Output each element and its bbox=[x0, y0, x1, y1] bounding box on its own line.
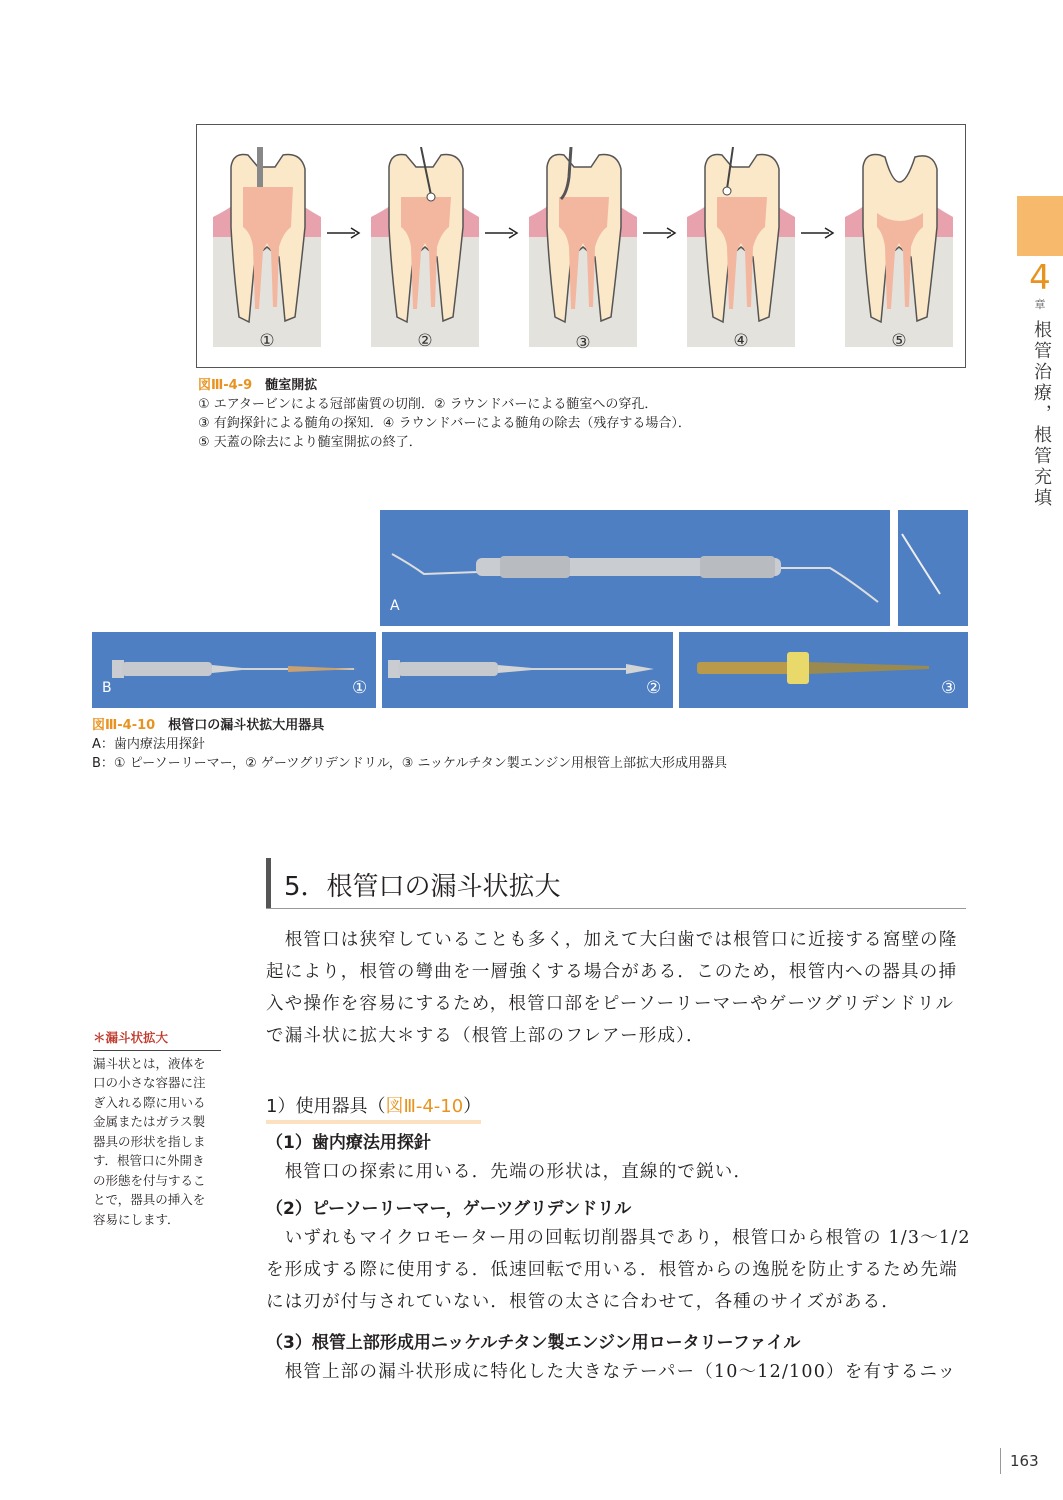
photo-gates-drill bbox=[382, 632, 673, 708]
figure1-caption-line: ③ 有鉤探針による髄角の探知．④ ラウンドバーによる髄角の除去（残存する場合）． bbox=[198, 416, 691, 431]
step-number-3: ③ bbox=[575, 333, 591, 353]
tooth-illustration-4 bbox=[687, 147, 795, 347]
margin-note bbox=[93, 1028, 221, 1229]
subsection-heading bbox=[266, 1092, 481, 1124]
figure-reference: 図Ⅲ-4-10 bbox=[385, 1096, 464, 1117]
step-number-1: ① bbox=[259, 331, 275, 351]
figure2-caption bbox=[92, 716, 972, 773]
page-number-rule bbox=[1000, 1448, 1001, 1474]
para-line: 入や操作を容易にするため，根管口部をピーソーリーマーやゲーツグリデンドリル bbox=[266, 994, 955, 1014]
chapter-label: 章 bbox=[1034, 298, 1046, 311]
gates-drill-image bbox=[382, 632, 673, 708]
note-line: 口の小さな容器に注 bbox=[93, 1075, 206, 1090]
step-number-5: ⑤ bbox=[891, 331, 907, 351]
photo-niti-file bbox=[679, 632, 968, 708]
item3-heading: （3）根管上部形成用ニッケルチタン製エンジン用ロータリーファイル bbox=[266, 1333, 801, 1353]
note-line: とで，器具の挿入を bbox=[93, 1192, 206, 1207]
figure1-title: 髄室開拡 bbox=[265, 378, 318, 393]
figure1-caption bbox=[198, 376, 898, 452]
item3-text: 根管上部の漏斗状形成に特化した大きなテーパー（10〜12/100）を有するニッ bbox=[266, 1362, 957, 1382]
note-line: す．根管口に外開き bbox=[93, 1153, 205, 1168]
photo-explorer-a bbox=[380, 510, 890, 626]
item2-line: いずれもマイクロモーター用の回転切削器具であり，根管口から根管の 1/3〜1/2 bbox=[266, 1228, 971, 1248]
note-line: ぎ入れる際に用いる bbox=[93, 1094, 206, 1110]
para-line: 起により，根管の彎曲を一層強くする場合がある．このため，根管内への器具の挿 bbox=[266, 962, 958, 982]
subsection-prefix: 1）使用器具（ bbox=[266, 1096, 386, 1117]
peeso-reamer-image bbox=[92, 632, 376, 708]
item2-line: を形成する際に使用する．低速回転で用いる．根管からの逸脱を防止するため先端 bbox=[266, 1260, 958, 1280]
note-line: 器具の形状を指しま bbox=[93, 1133, 206, 1149]
note-line: 漏斗状とは，液体を bbox=[93, 1055, 206, 1071]
intro-paragraph bbox=[266, 924, 976, 1052]
subsection-suffix: ） bbox=[463, 1096, 482, 1117]
chapter-number: 4 bbox=[1029, 258, 1051, 298]
item1-heading: （1）歯内療法用探針 bbox=[266, 1133, 431, 1153]
figure2-title: 根管口の漏斗状拡大用器具 bbox=[168, 718, 325, 733]
explorer-image bbox=[380, 510, 890, 626]
label-a: A bbox=[390, 598, 400, 614]
section-heading: 5．根管口の漏斗状拡大 bbox=[284, 872, 561, 902]
label-b3: ③ bbox=[941, 678, 957, 698]
tooth-illustration-2 bbox=[371, 147, 479, 347]
label-b1: ① bbox=[352, 678, 368, 698]
figure2-number: 図Ⅲ-4-10 bbox=[92, 718, 156, 733]
tooth-illustration-3 bbox=[529, 147, 637, 347]
arrow-icon bbox=[327, 227, 361, 239]
page-number: 163 bbox=[1010, 1452, 1039, 1470]
arrow-icon bbox=[643, 227, 677, 239]
step-number-4: ④ bbox=[733, 331, 749, 351]
chapter-tab bbox=[1017, 196, 1063, 256]
figure2-caption-line: B：① ピーソーリーマー，② ゲーツグリデンドリル，③ ニッケルチタン製エンジン用根管上部拡大形成用器具 bbox=[92, 756, 728, 771]
para-line: 根管口は狭窄していることも多く，加えて大臼歯では根管口に近接する窩壁の隆 bbox=[266, 930, 958, 950]
figure2-caption-line: A：歯内療法用探針 bbox=[92, 737, 205, 752]
niti-file-image bbox=[679, 632, 968, 708]
para-line: で漏斗状に拡大＊する（根管上部のフレアー形成）． bbox=[266, 1026, 705, 1046]
figure1-caption-line: ① エアタービンによる冠部歯質の切削．② ラウンドバーによる髄室への穿孔． bbox=[198, 397, 658, 412]
note-line: 金属またはガラス製 bbox=[93, 1114, 206, 1129]
tooth-illustration-1 bbox=[213, 147, 321, 347]
item2-text bbox=[266, 1222, 976, 1318]
figure-pulp-chamber-access bbox=[196, 124, 966, 368]
label-b: B bbox=[102, 680, 112, 696]
item2-line: には刃が付与されていない．根管の太さに合わせて，各種のサイズがある． bbox=[266, 1292, 901, 1312]
chapter-title: 根管治療，根管充填 bbox=[1031, 320, 1052, 509]
photo-explorer-tip bbox=[898, 510, 968, 626]
step-number-2: ② bbox=[417, 331, 433, 351]
note-title: ＊漏斗状拡大 bbox=[93, 1028, 221, 1051]
tooth-illustration-5 bbox=[845, 147, 953, 347]
label-b2: ② bbox=[646, 678, 662, 698]
figure1-number: 図Ⅲ-4-9 bbox=[198, 378, 253, 393]
item1-text: 根管口の探索に用いる．先端の形状は，直線的で鋭い． bbox=[266, 1162, 753, 1182]
heading-bar bbox=[266, 858, 271, 908]
photo-peeso-reamer bbox=[92, 632, 376, 708]
arrow-icon bbox=[485, 227, 519, 239]
explorer-tip-image bbox=[898, 510, 968, 626]
figure1-caption-line: ⑤ 天蓋の除去により髄室開拡の終了． bbox=[198, 435, 422, 450]
item2-heading: （2）ピーソーリーマー，ゲーツグリデンドリル bbox=[266, 1199, 632, 1219]
note-line: の形態を付与するこ bbox=[93, 1172, 206, 1188]
section-heading-block bbox=[266, 858, 966, 909]
note-line: 容易にします． bbox=[93, 1211, 180, 1227]
arrow-icon bbox=[801, 227, 835, 239]
